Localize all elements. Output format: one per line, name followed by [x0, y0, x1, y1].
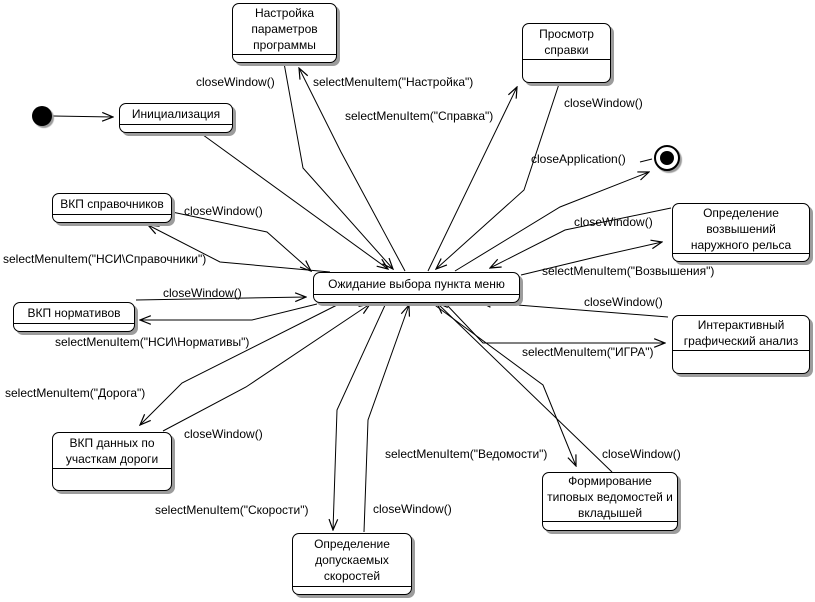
state-name-line: программы — [253, 38, 316, 52]
state-help-window — [522, 23, 611, 83]
state-name-line: Формирование — [568, 474, 652, 488]
state-internal-compartment — [120, 124, 232, 132]
state-name — [14, 303, 134, 323]
state-name-line: графический анализ — [683, 334, 799, 348]
transition-initialization-to-wait — [199, 132, 388, 269]
state-refs-window — [52, 193, 172, 223]
transition-label-norms-close: closeWindow() — [163, 286, 242, 300]
state-name-line: Ожидание выбора пункта меню — [328, 276, 505, 291]
transition-label-refs-close: closeWindow() — [184, 204, 263, 218]
state-name-line: Настройка — [254, 6, 315, 20]
transition-label-help-close: closeWindow() — [564, 96, 643, 110]
state-name-line: справки — [544, 42, 589, 57]
state-road-data-window — [52, 432, 172, 491]
state-name-line: вкладышей — [577, 506, 643, 520]
state-internal-compartment — [314, 294, 519, 302]
state-initialization — [119, 103, 233, 133]
state-name — [523, 24, 610, 59]
state-internal-compartment — [14, 323, 134, 331]
state-name-line: Инициализация — [131, 107, 221, 121]
final-state-inner-dot — [660, 151, 674, 165]
state-name-line: скоростей — [323, 569, 381, 583]
transition-select-settings — [299, 68, 405, 271]
state-name-line: Просмотр — [539, 26, 594, 41]
transition-label-select-road-data: selectMenuItem("Дорога") — [5, 386, 146, 400]
transition-label-select-reports: selectMenuItem("Ведомости") — [385, 447, 548, 461]
transition-label-speeds-close: closeWindow() — [373, 502, 452, 516]
state-name — [53, 194, 171, 214]
state-name — [293, 534, 411, 586]
transition-road-data-close — [163, 304, 370, 431]
state-name-line: Определение — [314, 537, 390, 551]
state-norms-window — [13, 302, 135, 332]
state-internal-compartment — [673, 253, 809, 261]
state-elevations-window — [672, 203, 810, 262]
transition-label-select-settings: selectMenuItem("Настройка") — [313, 75, 474, 89]
state-name-line: Определение — [703, 205, 779, 220]
transition-initial-to-initialization — [53, 116, 113, 117]
state-name — [543, 473, 677, 521]
state-name-line: параметров — [251, 22, 318, 36]
state-name-line: участкам дороги — [65, 451, 159, 466]
transition-label-select-speeds: selectMenuItem("Скорости") — [155, 503, 309, 517]
transition-label-select-elevations: selectMenuItem("Возвышения") — [542, 264, 715, 278]
state-name — [314, 273, 519, 294]
state-name — [120, 104, 232, 124]
state-name-line: наружного рельса — [690, 237, 792, 252]
transition-speeds-close — [364, 305, 409, 532]
transition-label-elevations-close: closeWindow() — [574, 215, 653, 229]
state-name-line: ВКП нормативов — [27, 306, 121, 320]
state-internal-compartment — [543, 521, 677, 530]
state-name — [673, 204, 809, 253]
state-name-line: ВКП справочников — [60, 197, 164, 211]
state-name — [673, 316, 809, 350]
state-speeds-window — [292, 533, 412, 595]
state-internal-compartment — [53, 214, 171, 222]
transition-label-select-norms: selectMenuItem("НСИ\Нормативы") — [55, 335, 250, 349]
transition-label-settings-close: closeWindow() — [196, 75, 275, 89]
transition-label-road-data-close: closeWindow() — [184, 427, 263, 441]
state-name — [53, 433, 171, 468]
state-internal-compartment — [233, 54, 336, 62]
state-settings-window — [232, 3, 337, 63]
final-state-icon — [654, 145, 680, 171]
state-internal-compartment — [673, 350, 809, 373]
transition-label-select-iga: selectMenuItem("ИГРА") — [522, 345, 654, 359]
transition-settings-close — [284, 63, 393, 269]
transition-label-select-refs: selectMenuItem("НСИ\Справочники") — [3, 252, 207, 266]
initial-state-icon — [32, 106, 52, 126]
state-internal-compartment — [293, 586, 411, 594]
state-internal-compartment — [53, 468, 171, 490]
state-name-line: ВКП данных по — [69, 435, 155, 450]
state-name-line: типовых ведомостей и — [547, 490, 673, 504]
state-iga-window — [672, 315, 810, 374]
state-reports-window — [542, 472, 678, 531]
state-name — [233, 4, 336, 54]
transition-select-speeds — [333, 303, 386, 530]
state-internal-compartment — [523, 59, 610, 82]
state-name-line: Интерактивный — [697, 318, 785, 332]
transition-close-application-leader — [640, 159, 652, 162]
transition-label-iga-close: closeWindow() — [584, 295, 663, 309]
transition-label-select-help: selectMenuItem("Справка") — [345, 109, 494, 123]
state-name-line: допускаемых — [315, 553, 389, 567]
transition-select-reports — [432, 303, 576, 466]
transition-select-road-data — [140, 303, 341, 425]
state-wait-menu — [313, 272, 520, 303]
transition-label-close-application: closeApplication() — [531, 152, 626, 166]
state-name-line: возвышений — [706, 221, 776, 236]
transition-select-norms — [140, 304, 317, 320]
transition-label-reports-close: closeWindow() — [602, 447, 681, 461]
